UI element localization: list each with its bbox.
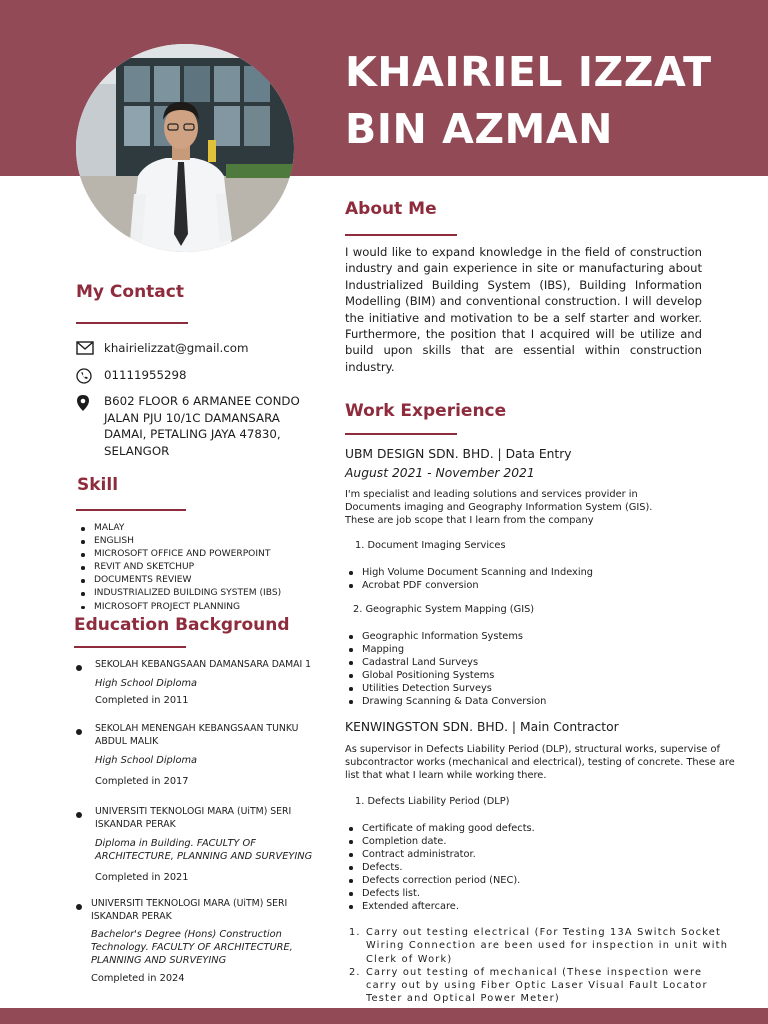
profile-photo [76,44,294,252]
job-bullet-list [362,630,546,708]
education-degree: High School Diploma [95,678,198,690]
task-line: Carry out testing electrical (For Testing 13A Switch Socket [366,927,722,938]
job-bullet-list [362,566,593,592]
contact-email[interactable]: khairielizzat@gmail.com [104,341,249,355]
address-line: SELANGOR [104,443,170,458]
job-bullet: Completion date. [362,835,535,848]
description-line: subcontractor works (mechanical and electrical), testing of concrete. These are [345,757,735,768]
contact-address [104,393,300,459]
work-heading: Work Experience [345,401,507,421]
job-bullet: Extended aftercare. [362,900,535,913]
education-heading: Education Background [74,615,290,635]
job-bullet: Defects correction period (NEC). [362,874,535,887]
education-degree: Diploma in Building. FACULTY OF ARCHITECTURE, PLANNING AND SURVEYING [95,838,313,863]
job-section-label: 1. Document Imaging Services [355,540,506,551]
skill-item: INDUSTRIALIZED BUILDING SYSTEM (IBS) [94,587,281,600]
job-description [345,743,735,782]
task-text [366,926,728,966]
profile-photo-illustration [76,44,294,252]
skill-item: MALAY [94,522,281,535]
job-title: UBM DESIGN SDN. BHD. | Data Entry [345,447,572,461]
education-school: UNIVERSITI TEKNOLOGI MARA (UiTM) SERI ISKANDAR PERAK [91,898,288,923]
bullet-dot [76,729,82,735]
education-item [76,658,326,707]
job-period: August 2021 - November 2021 [345,466,535,480]
address-line: DAMAI, PETALING JAYA 47830, [104,427,281,441]
skill-item: MICROSOFT PROJECT PLANNING [94,601,281,614]
task-text [366,966,708,1006]
task-line: Clerk of Work) [366,953,453,965]
description-line: I'm specialist and leading solutions and services provider in [345,489,638,500]
bullet-dot [76,812,82,818]
job-bullet: Cadastral Land Surveys [362,656,546,669]
education-school: UNIVERSITI TEKNOLOGI MARA (UiTM) SERI ISKANDAR PERAK [95,806,292,831]
job-bullet: Geographic Information Systems [362,630,546,643]
skill-divider [76,509,186,511]
footer-band [0,1008,768,1024]
job-bullet: Defects list. [362,887,535,900]
education-degree: Bachelor's Degree (Hons) Construction Technology. FACULTY OF ARCHITECTURE, PLANNING AND SURVEYING [91,929,293,967]
contact-phone-row [76,367,187,384]
address-line: B602 FLOOR 6 ARMANEE CONDO [104,394,300,408]
job-bullet: High Volume Document Scanning and Indexing [362,567,594,578]
location-pin-icon [76,393,104,412]
contact-divider [76,322,188,324]
job-bullet: Defects. [362,861,535,874]
description-line: list that what I learn while working there. [345,770,547,781]
name-line-1: KHAIRIEL IZZAT [345,48,712,96]
skill-item: REVIT AND SKETCHUP [94,561,281,574]
job-description [345,488,652,527]
task-line: Carry out testing of mechanical (These inspection were [366,966,703,978]
education-divider [74,646,186,648]
envelope-icon [76,340,104,355]
about-heading: About Me [345,199,437,219]
contact-email-row [76,340,249,357]
bullet-dot [76,904,82,910]
job-bullet: Drawing Scanning & Data Conversion [362,696,547,707]
job-section-label: 2. Geographic System Mapping (GIS) [353,604,535,615]
job-bullet: Global Positioning Systems [362,669,546,682]
job-bullet-list [362,822,535,913]
education-completed: Completed in 2021 [95,872,189,884]
education-degree: High School Diploma [95,755,198,767]
contact-address-row [76,393,300,459]
education-completed: Completed in 2017 [95,776,189,788]
task-number: 2. [349,966,361,978]
description-line: These are job scope that I learn from the company [345,515,594,526]
numbered-task-list [349,926,757,1006]
education-item [72,897,322,985]
skill-item: DOCUMENTS REVIEW [94,574,281,587]
skill-list [94,522,281,614]
education-item [76,722,326,788]
task-number: 1. [349,927,361,938]
job-section-label: 1. Defects Liability Period (DLP) [355,796,510,807]
address-line: JALAN PJU 10/1C DAMANSARA [104,410,280,425]
name-line-2: BIN AZMAN [345,105,613,153]
job-bullet: Utilities Detection Surveys [362,682,546,695]
skill-item: MICROSOFT OFFICE AND POWERPOINT [94,548,281,561]
job-bullet: Contract administrator. [362,848,535,861]
numbered-task [349,926,757,966]
bullet-dot [76,665,82,671]
skill-heading: Skill [77,475,119,495]
task-line: Tester and Optical Power Meter) [366,993,560,1005]
about-text: I would like to expand knowledge in the field of construction industry and gain experience in site or manufacturing about Industrialized Building System (IBS), Building Information Modelling (BIM) and conventional construction. I will develop the initiative and motivation to be a self starter and worker. Furthermore, the position that I acquired will be utilize and build upon skills that are essential within construction industry. [345,245,702,374]
work-divider [345,433,457,435]
description-line: Documents imaging and Geography Information System (GIS). [345,502,653,513]
phone-icon [76,367,104,384]
skill-item: ENGLISH [94,535,281,548]
task-line: carry out by using Fiber Optic Laser Visual Fault Locator [366,980,708,992]
education-completed: Completed in 2011 [95,695,189,707]
education-completed: Completed in 2024 [91,973,185,985]
description-line: As supervisor in Defects Liability Period (DLP), structural works, supervise of [345,744,720,755]
task-line: Wiring Connection are been used for inspection in unit with [366,940,729,952]
job-bullet: Certificate of making good defects. [362,823,535,834]
job-title: KENWINGSTON SDN. BHD. | Main Contractor [345,720,619,734]
education-school: SEKOLAH KEBANGSAAN DAMANSARA DAMAI 1 [95,659,312,670]
job-bullet: Acrobat PDF conversion [362,579,593,592]
job-bullet: Mapping [362,643,546,656]
candidate-name [345,44,755,158]
education-school: SEKOLAH MENENGAH KEBANGSAAN TUNKU ABDUL MALIK [95,723,299,748]
about-divider [345,234,457,236]
contact-heading: My Contact [76,282,184,302]
education-item [76,805,326,884]
numbered-task [349,966,757,1006]
contact-phone[interactable]: 01111955298 [104,368,187,382]
